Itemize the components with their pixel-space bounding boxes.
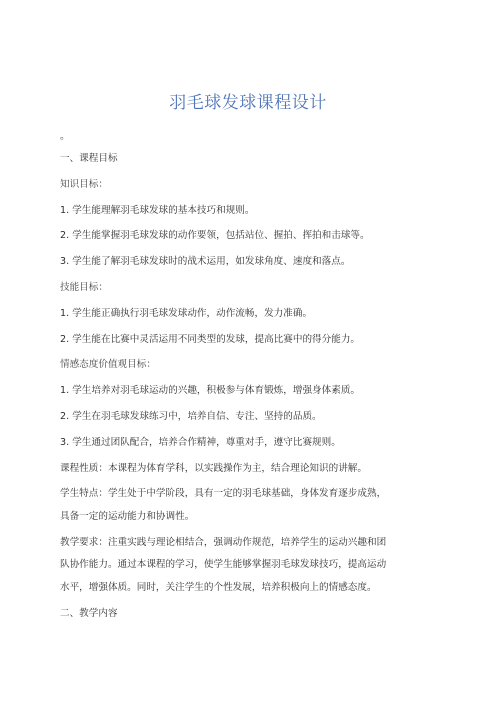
- teaching-requirements-line-2: 队协作能力。通过本课程的学习，使学生能够掌握羽毛球发球技巧，提高运动: [60, 559, 387, 571]
- subheading-skill-goals: 技能目标：: [60, 281, 108, 293]
- section-heading-teaching-content: 二、教学内容: [60, 607, 118, 619]
- knowledge-goal-3: 3. 学生能了解羽毛球发球时的战术运用，如发球角度、速度和落点。: [60, 256, 351, 268]
- student-traits-paragraph-line-1: 学生特点：学生处于中学阶段，具有一定的羽毛球基础，身体发育逐步成熟，: [60, 488, 387, 500]
- attitude-goal-3: 3. 学生通过团队配合，培养合作精神，尊重对手，遵守比赛规则。: [60, 436, 341, 448]
- subheading-knowledge-goals: 知识目标：: [60, 178, 108, 190]
- teaching-requirements-line-1: 教学要求：注重实践与理论相结合，强调动作规范，培养学生的运动兴趣和团: [60, 536, 387, 548]
- skill-goal-2: 2. 学生能在比赛中灵活运用不同类型的发球，提高比赛中的得分能力。: [60, 333, 361, 345]
- attitude-goal-1: 1. 学生培养对羽毛球运动的兴趣，积极参与体育锻炼，增强身体素质。: [60, 385, 361, 397]
- skill-goal-1: 1. 学生能正确执行羽毛球发球动作，动作流畅，发力准确。: [60, 307, 313, 319]
- document-title: 羽毛球发球课程设计: [169, 93, 327, 113]
- document-body: [60, 150, 440, 631]
- knowledge-goal-1: 1. 学生能理解羽毛球发球的基本技巧和规则。: [60, 204, 255, 216]
- student-traits-paragraph-line-2: 具备一定的运动能力和协调性。: [60, 510, 195, 522]
- paragraph-mark: 。: [60, 131, 70, 142]
- knowledge-goal-2: 2. 学生能掌握羽毛球发球的动作要领，包括站位、握拍、挥拍和击球等。: [60, 230, 370, 242]
- teaching-requirements-line-3: 水平，增强体质。同时，关注学生的个性发展，培养积极向上的情感态度。: [60, 581, 377, 593]
- course-nature-paragraph: 课程性质：本课程为体育学科，以实践操作为主，结合理论知识的讲解。: [60, 462, 367, 474]
- subheading-attitude-goals: 情感态度价值观目标：: [60, 359, 156, 371]
- section-heading-course-goals: 一、课程目标: [60, 153, 118, 164]
- attitude-goal-2: 2. 学生在羽毛球发球练习中，培养自信、专注、坚持的品质。: [60, 410, 322, 422]
